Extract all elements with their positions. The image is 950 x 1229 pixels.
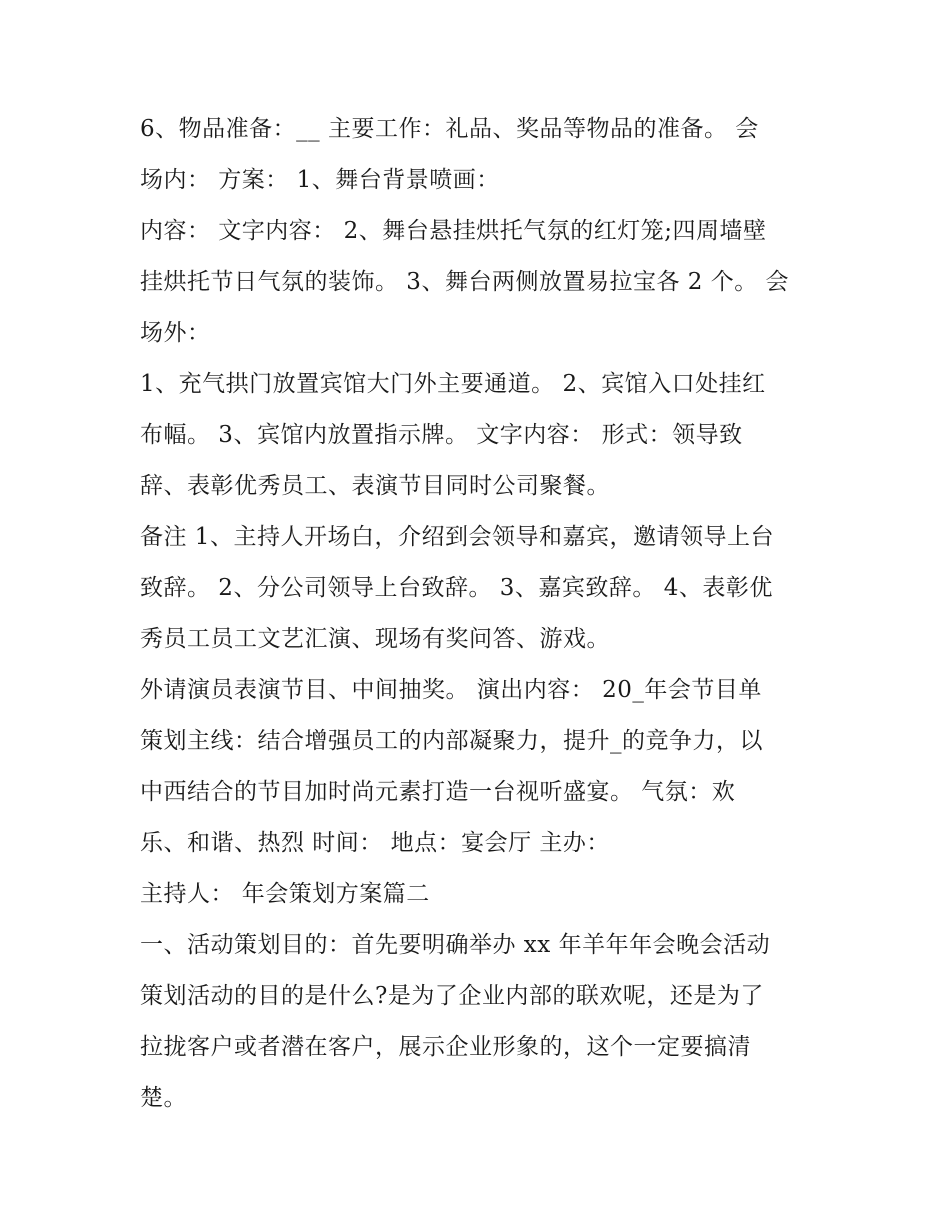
text-line: 场内： 方案： 1、舞台背景喷画： — [140, 167, 500, 193]
text-line: 策划活动的目的是什么?是为了企业内部的联欢呢，还是为了 — [140, 983, 764, 1009]
text-line: 备注 1、主持人开场白，介绍到会领导和嘉宾，邀请领导上台 — [140, 524, 774, 550]
text-line: 楚。 — [140, 1085, 187, 1111]
text-line: 乐、和谐、热烈 时间： 地点：宴会厅 主办： — [140, 830, 610, 856]
text-line: 1、充气拱门放置宾馆大门外主要通道。 2、宾馆入口处挂红 — [140, 371, 766, 397]
text-line: 6、物品准备：__ 主要工作：礼品、奖品等物品的准备。 会 — [140, 116, 759, 142]
text-line: 布幅。 3、宾馆内放置指示牌。 文字内容： 形式：领导致 — [140, 422, 743, 448]
text-line: 秀员工员工文艺汇演、现场有奖问答、游戏。 — [140, 626, 610, 652]
text-line: 挂烘托节日气氛的装饰。 3、舞台两侧放置易拉宝各 2 个。 会 — [140, 269, 790, 295]
text-line: 一、活动策划目的：首先要明确举办 xx 年羊年年会晚会活动 — [140, 932, 771, 958]
section-heading: 主持人： 年会策划方案篇二 — [140, 881, 430, 907]
text-line: 场外： — [140, 320, 211, 346]
document-body — [140, 104, 820, 1124]
text-line: 内容： 文字内容： 2、舞台悬挂烘托气氛的红灯笼;四周墙壁 — [140, 218, 767, 244]
text-line: 外请演员表演节目、中间抽奖。 演出内容： 20_年会节目单 — [140, 677, 762, 703]
text-line: 拉拢客户或者潜在客户，展示企业形象的，这个一定要搞清 — [140, 1034, 751, 1060]
text-line: 策划主线：结合增强员工的内部凝聚力，提升_的竞争力，以 — [140, 728, 763, 754]
text-line: 辞、表彰优秀员工、表演节目同时公司聚餐。 — [140, 473, 610, 499]
text-line: 致辞。 2、分公司领导上台致辞。 3、嘉宾致辞。 4、表彰优 — [140, 575, 773, 601]
text-line: 中西结合的节目加时尚元素打造一台视听盛宴。 气氛：欢 — [140, 779, 736, 805]
